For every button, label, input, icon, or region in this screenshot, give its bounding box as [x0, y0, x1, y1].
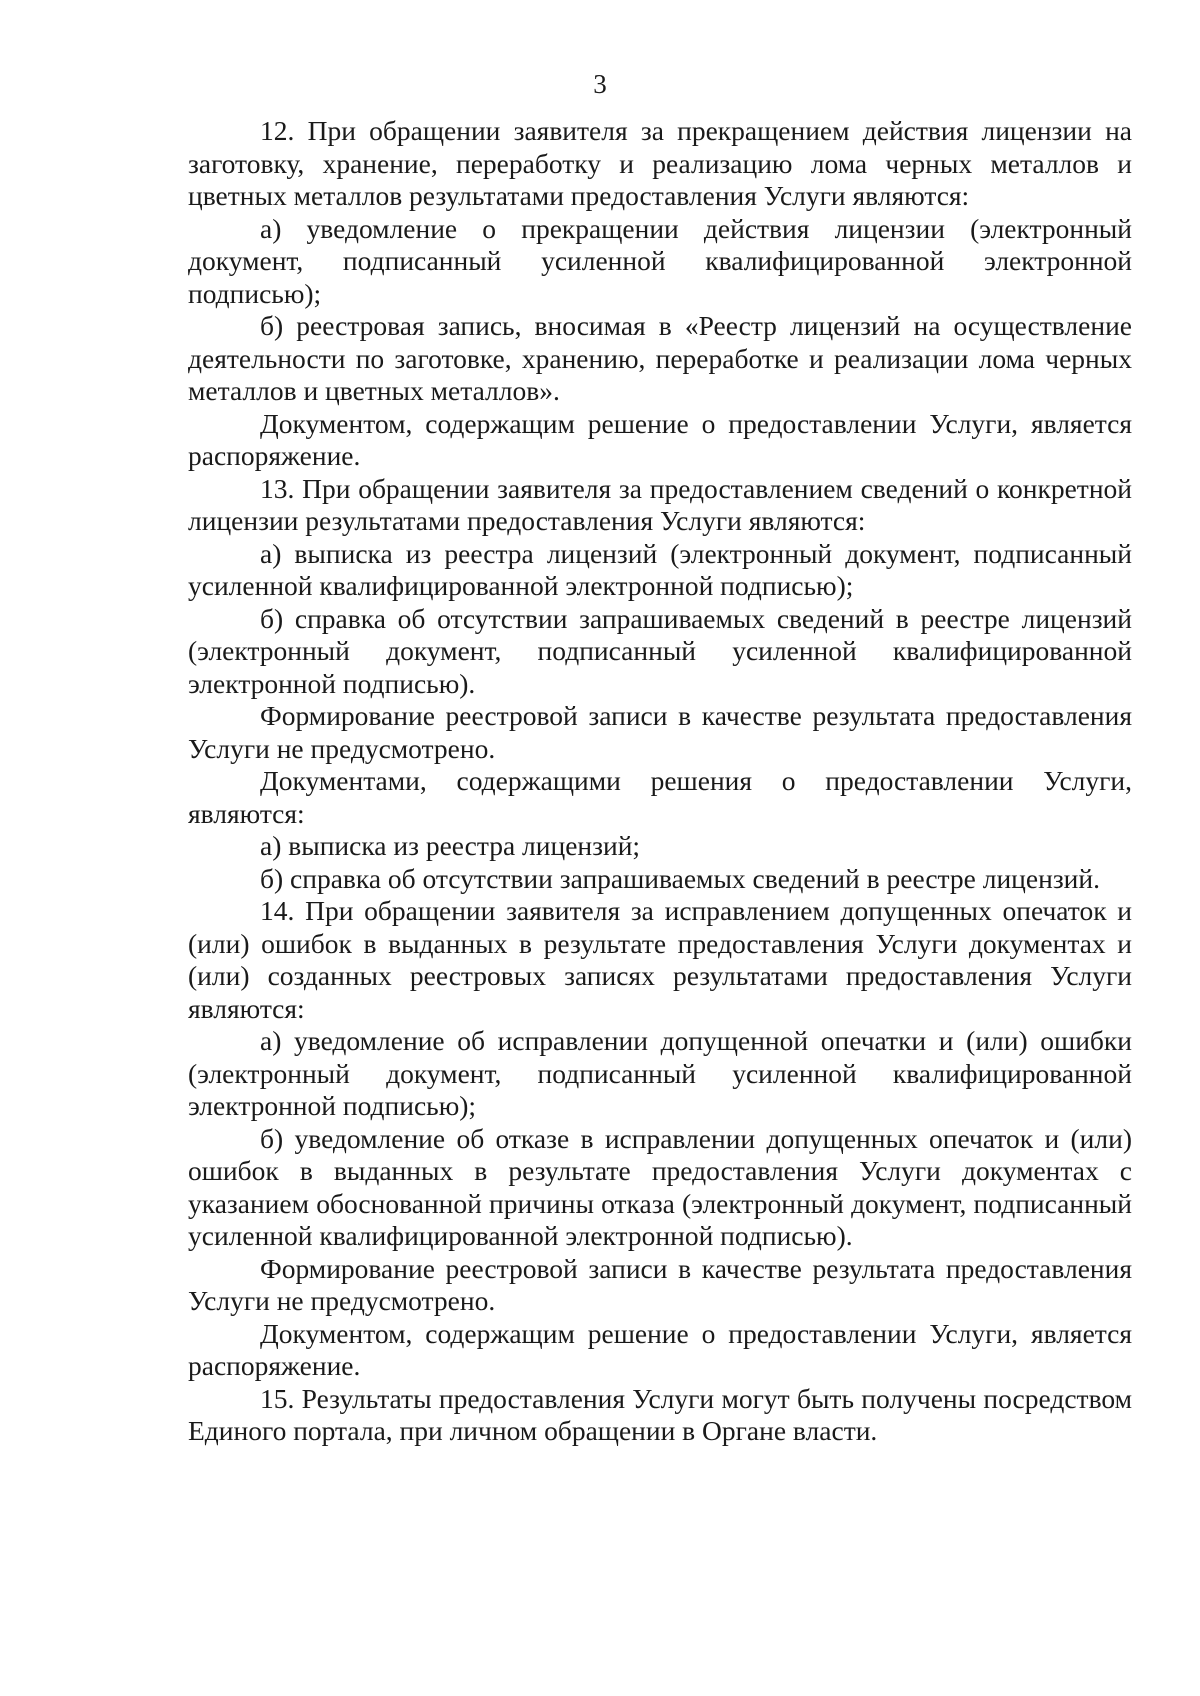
page-number: 3 [593, 69, 607, 99]
paragraph-13-registry-note: Формирование реестровой записи в качестве результата предоставления Услуги не предусмотрено. [188, 700, 1132, 764]
paragraph-12-item-b: б) реестровая запись, вносимая в «Реестр лицензий на осуществление деятельности по заготовке, хранению, переработке и реализации лома черных металлов и цветных металлов». [188, 310, 1132, 406]
paragraph-13-item-b: б) справка об отсутствии запрашиваемых сведений в реестре лицензий (электронный документ, подписанный усиленной квалифицированной электронной подписью). [188, 602, 1132, 699]
paragraph-12-decision: Документом, содержащим решение о предоставлении Услуги, является распоряжение. [188, 407, 1132, 471]
paragraph-13-intro: 13. При обращении заявителя за предоставлением сведений о конкретной лицензии результатами предоставления Услуги являются: [188, 472, 1132, 536]
paragraph-13-decision-a: а) выписка из реестра лицензий; [260, 830, 641, 861]
paragraph-14-intro: 14. При обращении заявителя за исправлением допущенных опечаток и (или) ошибок в выданных в результате предоставления Услуги документах и (или) созданных реестровых записях результатами предоставления Услуги являются: [188, 895, 1132, 1024]
paragraph-14-decision: Документом, содержащим решение о предоставлении Услуги, является распоряжение. [188, 1317, 1132, 1381]
paragraph-13-item-a: а) выписка из реестра лицензий (электронный документ, подписанный усиленной квалифицированной электронной подписью); [188, 537, 1132, 601]
paragraph-14-item-a: а) уведомление об исправлении допущенной опечатки и (или) ошибки (электронный документ, подписанный усиленной квалифицированной электронной подписью); [188, 1025, 1132, 1121]
paragraph-13-decisions: Документами, содержащими решения о предоставлении Услуги, являются: [188, 765, 1132, 829]
paragraph-13-decision-b: б) справка об отсутствии запрашиваемых сведений в реестре лицензий. [260, 862, 1100, 894]
paragraph-12-intro: 12. При обращении заявителя за прекращением действия лицензии на заготовку, хранение, переработку и реализацию лома черных металлов и цветных металлов результатами предоставления Услуги являются: [188, 115, 1132, 211]
paragraph-15: 15. Результаты предоставления Услуги могут быть получены посредством Единого портала, при личном обращении в Органе власти. [188, 1382, 1132, 1446]
document-body [188, 115, 1132, 1448]
paragraph-14-registry-note: Формирование реестровой записи в качестве результата предоставления Услуги не предусмотрено. [188, 1252, 1132, 1316]
paragraph-12-item-a: а) уведомление о прекращении действия лицензии (электронный документ, подписанный усиленной квалифицированной электронной подписью); [188, 212, 1132, 309]
paragraph-14-item-b: б) уведомление об отказе в исправлении допущенных опечаток и (или) ошибок в выданных в результате предоставления Услуги документах с указанием обоснованной причины отказа (электронный документ, подписанный усиленной квалифицированной электронной подписью). [188, 1122, 1132, 1251]
